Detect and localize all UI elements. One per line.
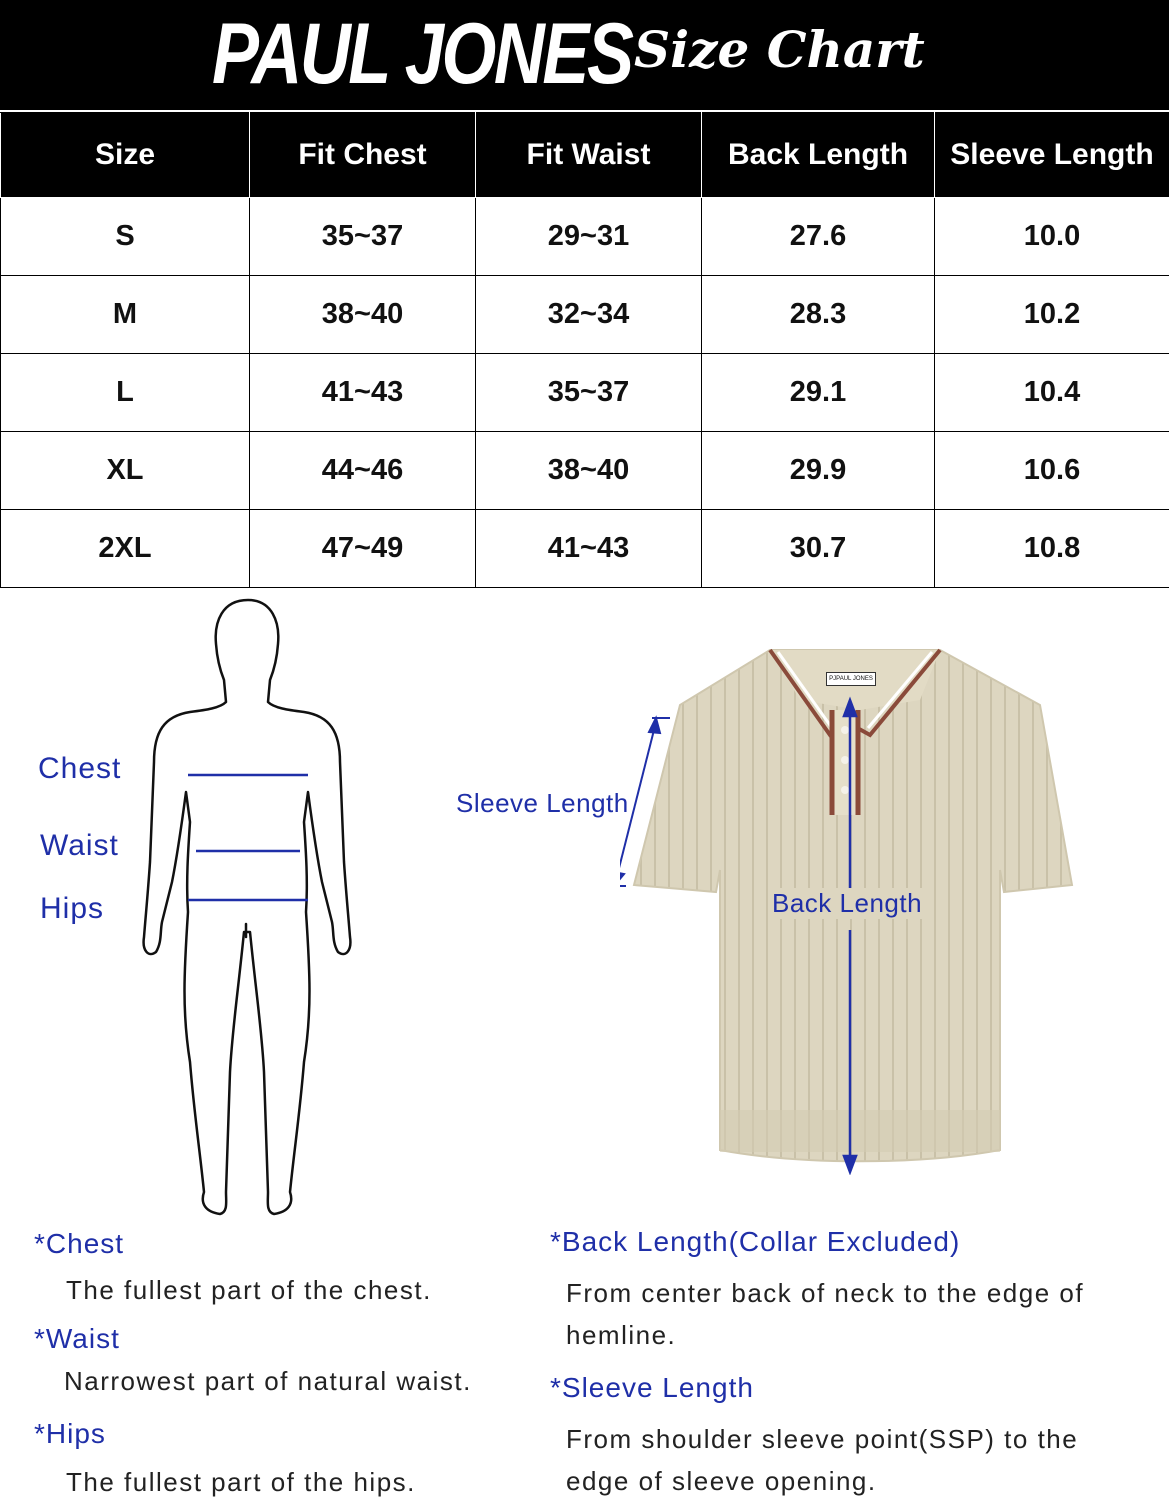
table-cell: 29.1 <box>702 354 935 432</box>
table-cell: 38~40 <box>476 432 702 510</box>
table-cell: 41~43 <box>250 354 476 432</box>
table-cell: XL <box>1 432 250 510</box>
table-cell: L <box>1 354 250 432</box>
table-row <box>1 198 1169 276</box>
page-title: Size Chart <box>634 20 925 80</box>
table-row <box>1 510 1169 588</box>
table-cell: 28.3 <box>702 276 935 354</box>
column-header: Sleeve Length <box>935 113 1169 198</box>
chest-label: Chest <box>38 752 121 786</box>
table-cell: 29.9 <box>702 432 935 510</box>
table-cell: 27.6 <box>702 198 935 276</box>
shirt-brand-tag: PJPAUL JONES <box>826 672 876 686</box>
table-cell: 47~49 <box>250 510 476 588</box>
table-cell: 10.4 <box>935 354 1169 432</box>
table-cell: 41~43 <box>476 510 702 588</box>
table-cell: S <box>1 198 250 276</box>
table-cell: 10.0 <box>935 198 1169 276</box>
column-header: Back Length <box>702 113 935 198</box>
definition-term-hips: *Hips <box>34 1418 106 1450</box>
definition-term-sleeve-length: *Sleeve Length <box>550 1372 754 1404</box>
column-header: Fit Chest <box>250 113 476 198</box>
table-row <box>1 276 1169 354</box>
table-row <box>1 354 1169 432</box>
definition-term-back-length: *Back Length(Collar Excluded) <box>550 1226 960 1258</box>
definition-text-chest: The fullest part of the chest. <box>66 1275 432 1306</box>
table-cell: 10.8 <box>935 510 1169 588</box>
sleeve-length-label: Sleeve Length <box>456 788 629 819</box>
definition-text-sleeve-length: From shoulder sleeve point(SSP) to the edge of sleeve opening. <box>566 1418 1126 1502</box>
table-cell: 10.6 <box>935 432 1169 510</box>
body-outline-illustration <box>120 592 370 1232</box>
table-header-row <box>1 113 1169 198</box>
hips-label: Hips <box>40 892 104 926</box>
definition-text-back-length: From center back of neck to the edge of hemline. <box>566 1272 1126 1356</box>
definition-text-waist: Narrowest part of natural waist. <box>64 1366 472 1397</box>
table-cell: 38~40 <box>250 276 476 354</box>
definition-term-waist: *Waist <box>34 1323 120 1355</box>
column-header: Fit Waist <box>476 113 702 198</box>
waist-label: Waist <box>40 829 119 863</box>
definition-text-hips: The fullest part of the hips. <box>66 1467 416 1498</box>
table-cell: 35~37 <box>476 354 702 432</box>
size-table <box>0 112 1169 588</box>
table-cell: M <box>1 276 250 354</box>
table-cell: 44~46 <box>250 432 476 510</box>
brand-logo: PAUL JONES <box>212 4 632 104</box>
table-cell: 35~37 <box>250 198 476 276</box>
header-bar <box>0 0 1169 110</box>
table-cell: 30.7 <box>702 510 935 588</box>
back-length-label: Back Length <box>772 888 922 919</box>
table-cell: 2XL <box>1 510 250 588</box>
column-header: Size <box>1 113 250 198</box>
table-row <box>1 432 1169 510</box>
table-cell: 32~34 <box>476 276 702 354</box>
definition-term-chest: *Chest <box>34 1228 124 1260</box>
table-cell: 29~31 <box>476 198 702 276</box>
table-cell: 10.2 <box>935 276 1169 354</box>
body-measure-lines <box>180 770 320 910</box>
